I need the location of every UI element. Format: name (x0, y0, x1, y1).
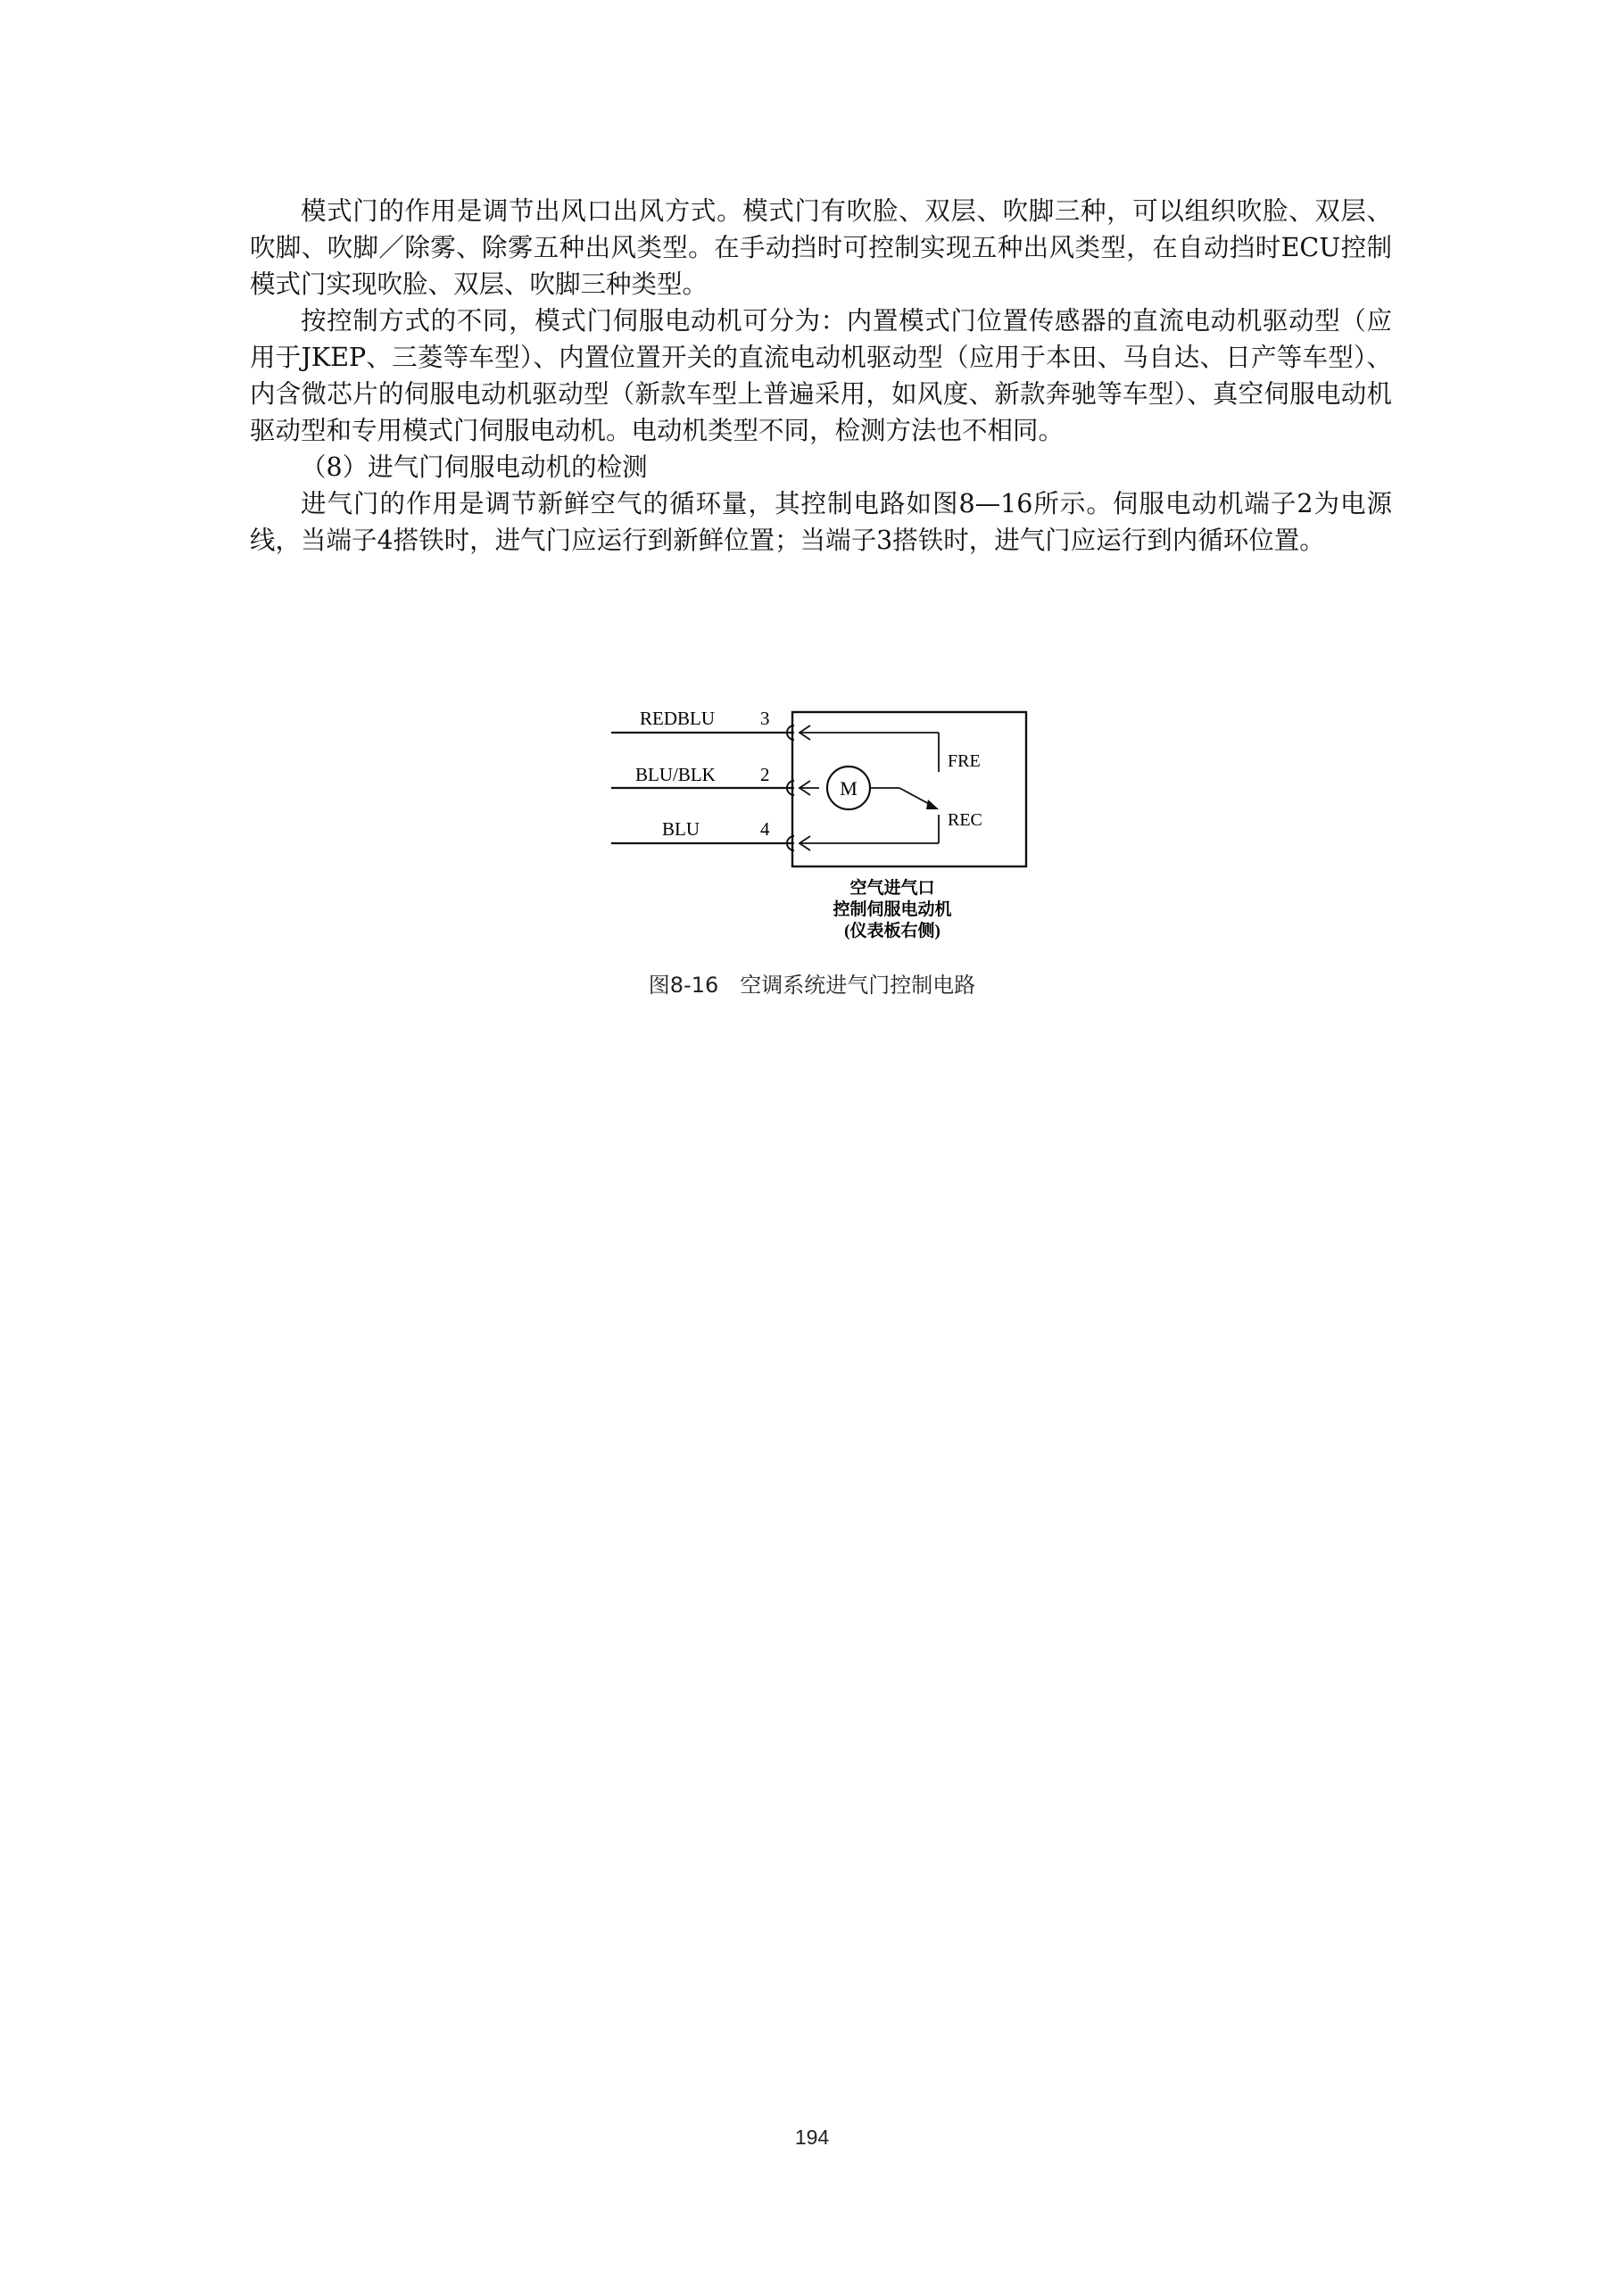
body-text (250, 193, 1392, 559)
figure-caption: 图8-16 空调系统进气门控制电路 (648, 973, 976, 998)
component-name-line-2: 控制伺服电动机 (833, 900, 952, 919)
wire-label-2: BLU/BLK (635, 764, 716, 785)
section-heading: （8）进气门伺服电动机的检测 (301, 452, 648, 482)
page-number: 194 (794, 2126, 830, 2149)
component-name-line-3: (仪表板右侧) (844, 922, 940, 941)
wire-label-3: REDBLU (640, 708, 715, 729)
terminal-number-2: 2 (760, 764, 770, 785)
recirc-position-label: REC (948, 810, 982, 830)
terminal-number-4: 4 (760, 818, 770, 840)
fresh-position-label: FRE (948, 751, 981, 771)
motor-symbol-label: M (840, 777, 858, 800)
switch-arrow-tip (926, 800, 939, 809)
terminal-number-3: 3 (760, 708, 770, 729)
paragraph-servo-types: 按控制方式的不同，模式门伺服电动机可分为：内置模式门位置传感器的直流电动机驱动型（应用于JKEP、三菱等车型）、内置位置开关的直流电动机驱动型（应用于本田、马自达、日产等车型）、内含微芯片的伺服电动机驱动型（新款车型上普遍采用，如风度、新款奔驰等车型）、真空伺服电动机驱动型和专用模式门伺服电动机。电动机类型不同，检测方法也不相同。 (250, 306, 1392, 445)
paragraph-mode-door: 模式门的作用是调节出风口出风方式。模式门有吹脸、双层、吹脚三种，可以组织吹脸、双层、吹脚、吹脚／除雾、除雾五种出风类型。在手动挡时可控制实现五种出风类型，在自动挡时ECU控制模式门实现吹脸、双层、吹脚三种类型。 (250, 196, 1392, 299)
intake-door-circuit-diagram (598, 692, 1062, 959)
wire-label-4: BLU (662, 818, 700, 840)
paragraph-intake-door: 进气门的作用是调节新鲜空气的循环量，其控制电路如图8—16所示。伺服电动机端子2为电源线，当端子4搭铁时，进气门应运行到新鲜位置；当端子3搭铁时，进气门应运行到内循环位置。 (250, 489, 1392, 555)
component-name-line-1: 空气进气口 (849, 879, 935, 898)
